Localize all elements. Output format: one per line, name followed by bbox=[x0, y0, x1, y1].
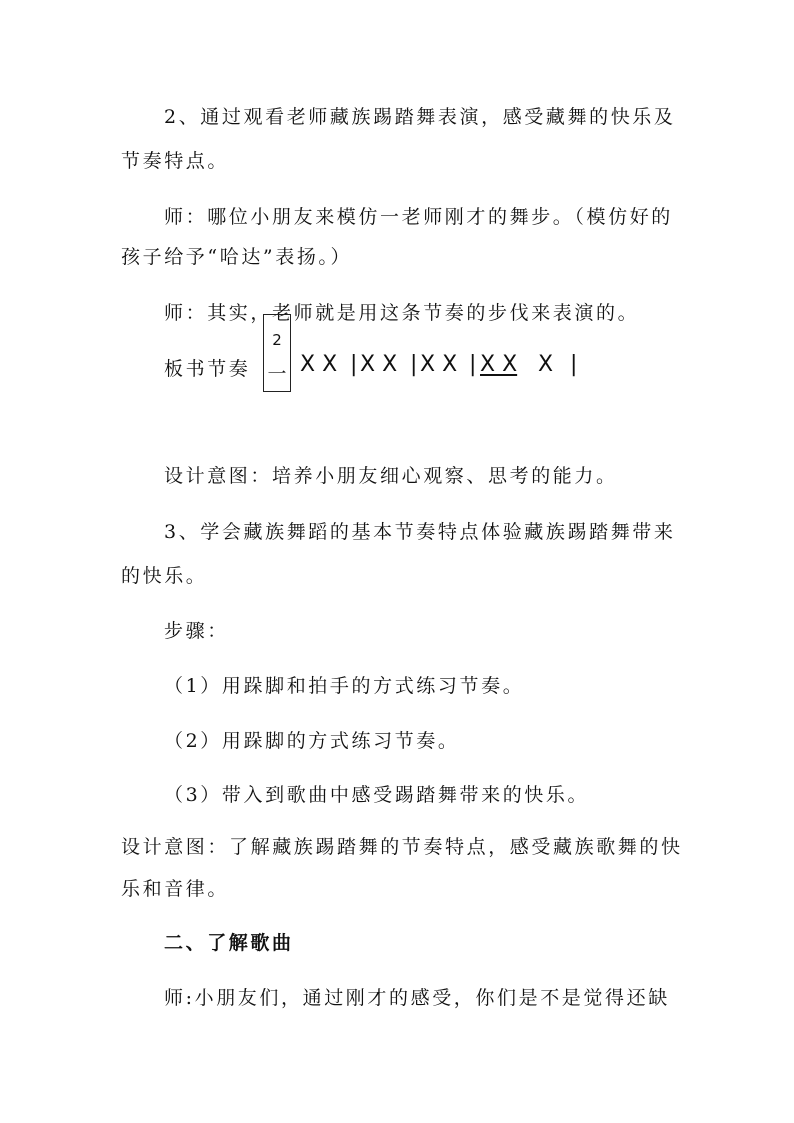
rhythm-barline: | bbox=[469, 352, 477, 377]
paragraph-line: 师:小朋友们，通过刚才的感受，你们是不是觉得还缺 bbox=[164, 987, 670, 1009]
paragraph-line: 步骤： bbox=[164, 620, 229, 642]
rhythm-note: X X bbox=[420, 352, 458, 377]
paragraph-line: 师：哪位小朋友来模仿一老师刚才的舞步。（模仿好的 bbox=[164, 206, 673, 228]
paragraph-line: 的快乐。 bbox=[121, 565, 208, 587]
paragraph-line: 设计意图：了解藏族踢踏舞的节奏特点，感受藏族歌舞的快 bbox=[121, 836, 683, 858]
paragraph-line: （3）带入到歌曲中感受踢踏舞带来的快乐。 bbox=[164, 784, 590, 806]
paragraph-line: 孩子给予“哈达”表扬。） bbox=[121, 246, 353, 268]
rhythm-label: 板书节奏 bbox=[164, 358, 251, 380]
rhythm-note-underlined: X X bbox=[480, 352, 518, 377]
paragraph-line: （2）用跺脚的方式练习节奏。 bbox=[164, 730, 460, 752]
time-signature-top: 2 bbox=[272, 331, 282, 349]
section-heading: 二、了解歌曲 bbox=[164, 932, 294, 954]
paragraph-line: 乐和音律。 bbox=[121, 878, 230, 900]
rhythm-note: X bbox=[538, 352, 554, 377]
paragraph-line: 设计意图：培养小朋友细心观察、思考的能力。 bbox=[164, 465, 618, 487]
paragraph-line: 3、学会藏族舞蹈的基本节奏特点体验藏族踢踏舞带来 bbox=[164, 521, 676, 543]
paragraph-line: 2、通过观看老师藏族踢踏舞表演，感受藏舞的快乐及 bbox=[164, 106, 676, 128]
rhythm-barline: | bbox=[570, 352, 578, 377]
paragraph-line: 节奏特点。 bbox=[121, 150, 230, 172]
time-signature-bottom: 一 bbox=[267, 363, 287, 385]
rhythm-barline: | bbox=[350, 352, 358, 377]
rhythm-note: X X bbox=[300, 352, 338, 377]
paragraph-line: 师：其实，老师就是用这条节奏的步伐来表演的。 bbox=[164, 302, 640, 324]
rhythm-barline: | bbox=[410, 352, 418, 377]
paragraph-line: （1）用跺脚和拍手的方式练习节奏。 bbox=[164, 675, 525, 697]
rhythm-note: X X bbox=[360, 352, 398, 377]
time-signature-box bbox=[263, 314, 291, 392]
